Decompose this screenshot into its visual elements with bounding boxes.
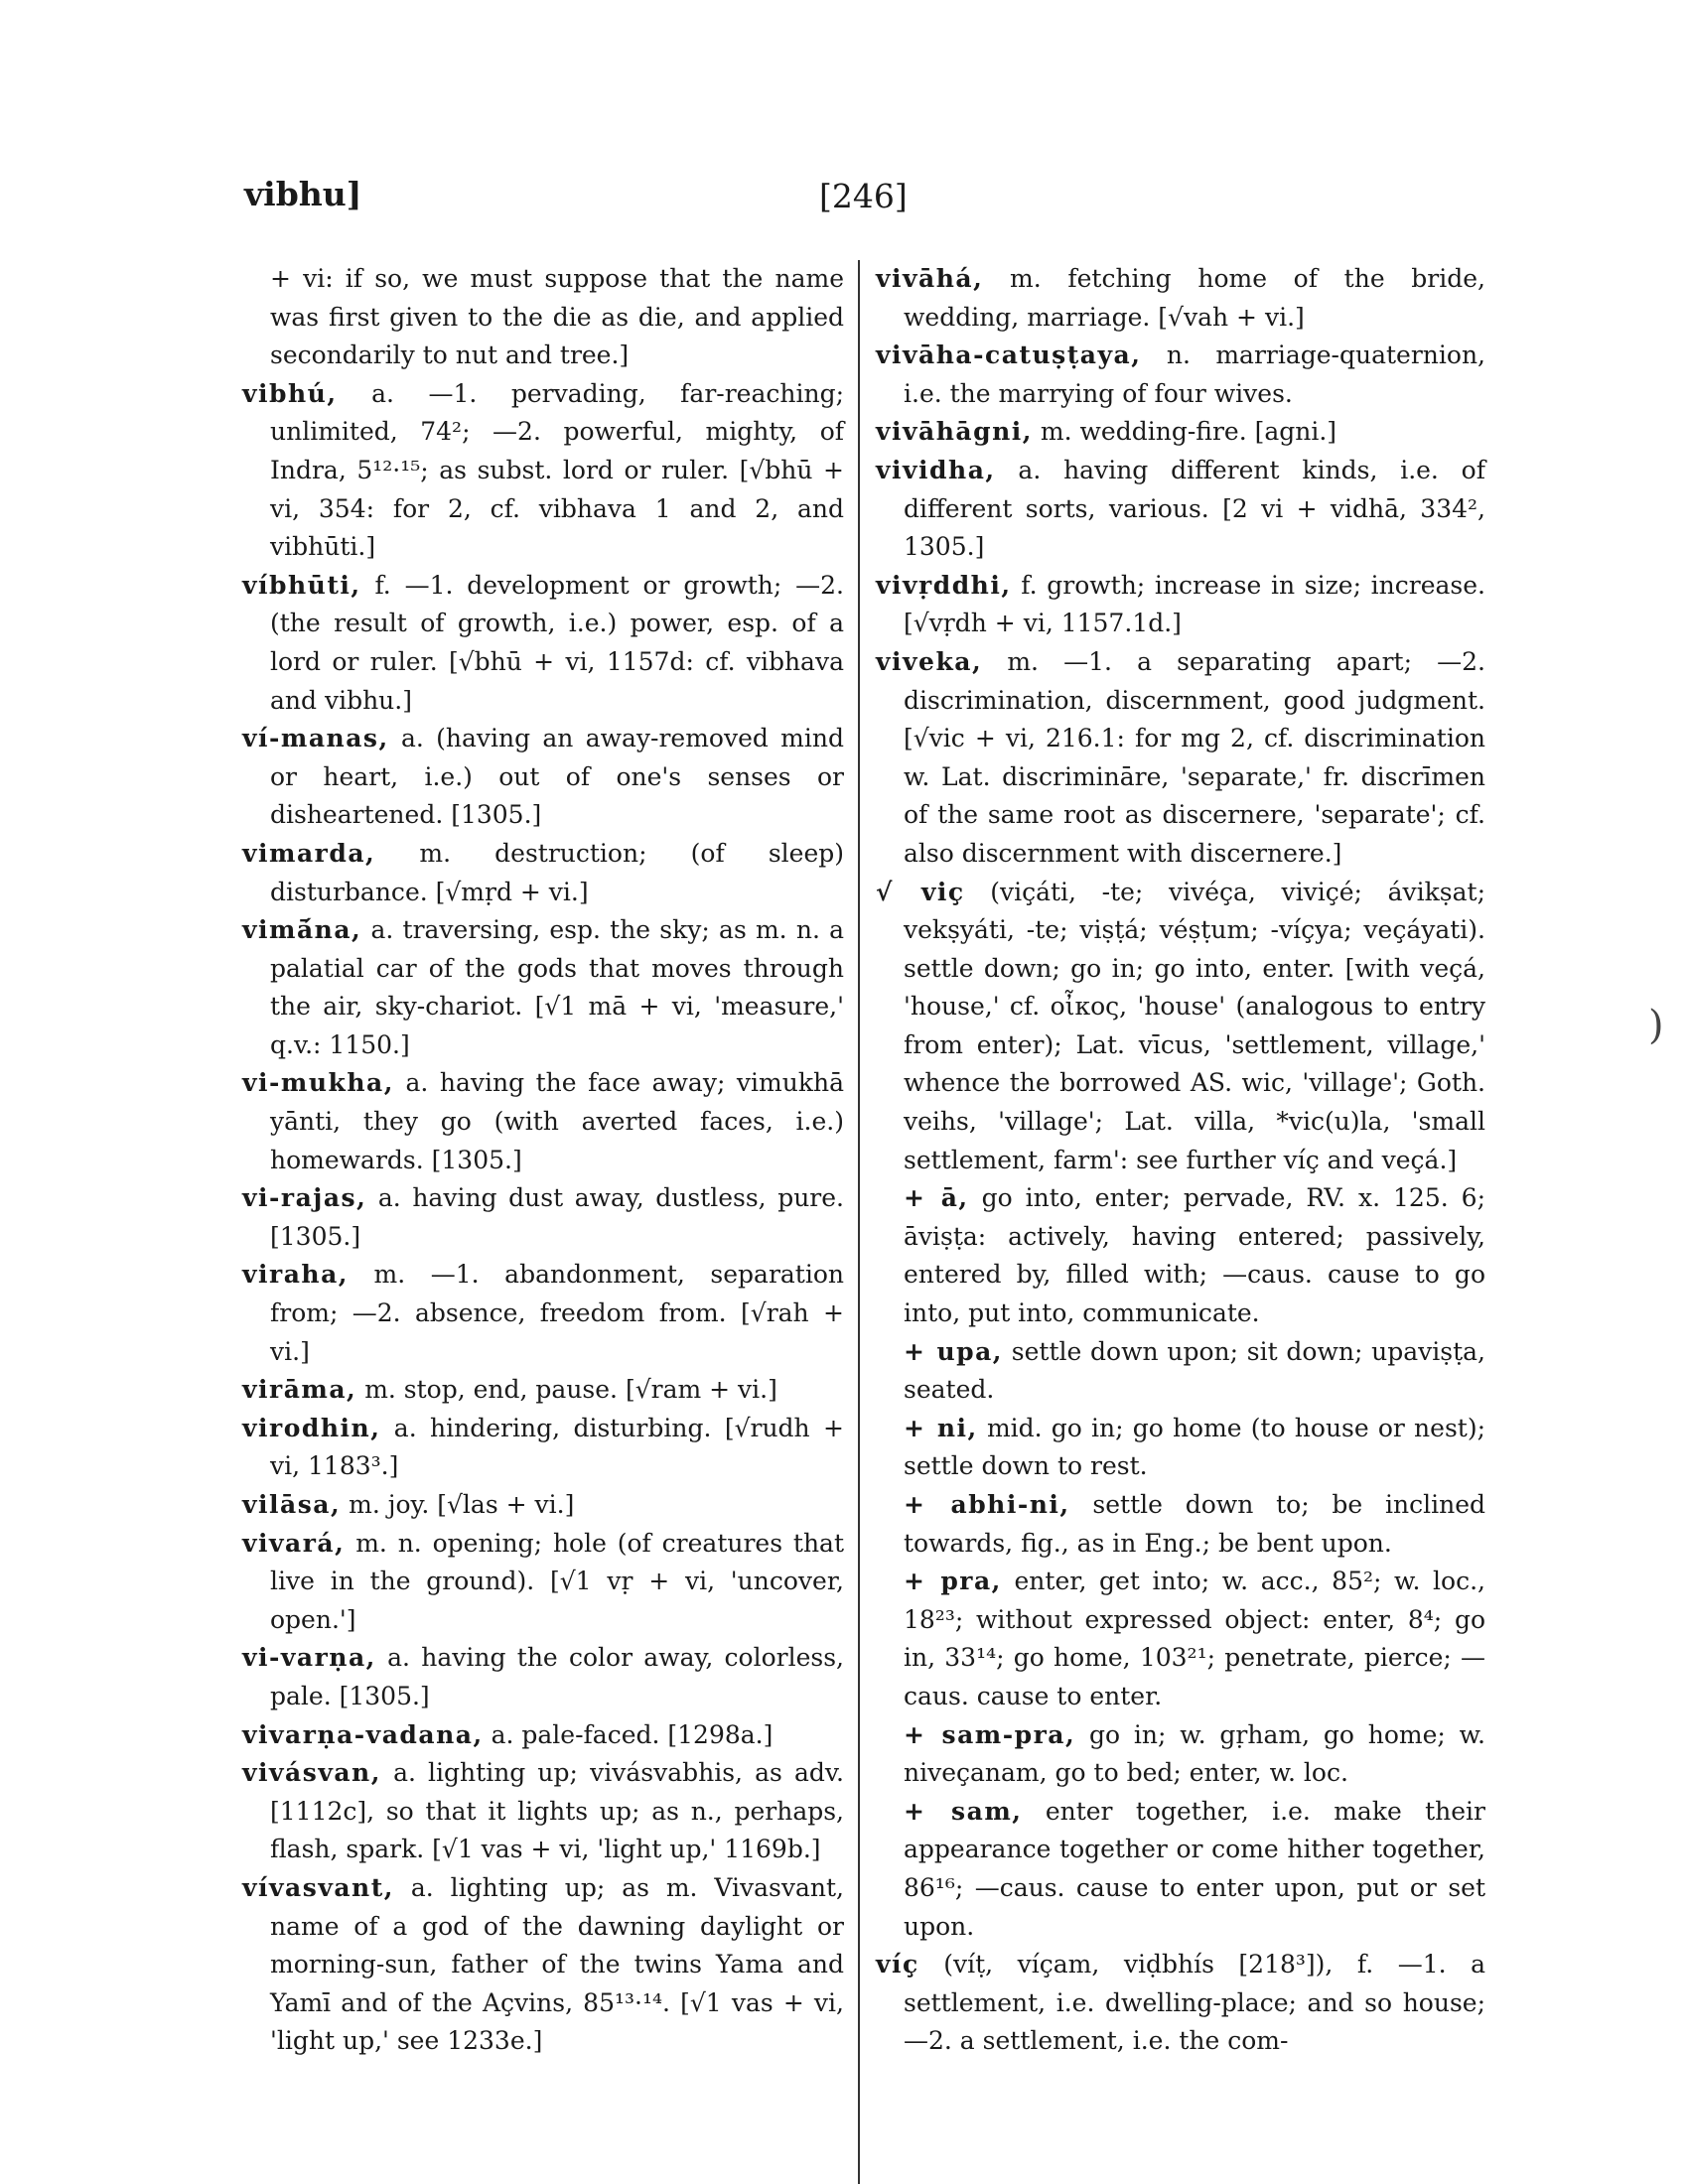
dictionary-entry [876,260,1485,337]
dictionary-entry [876,643,1485,874]
dictionary-entry [242,1869,844,2061]
entry-definition: go into, enter; pervade, RV. x. 125. 6; āviṣṭa: actively, having entered; passively, entered by, filled with; —caus. cause to go into, put into, communicate. [904,1183,1485,1328]
entry-headword: + ni, [904,1413,978,1442]
entry-definition: a. lighting up; vivásvabhis, as adv. [1112c], so that it lights up; as n., perhaps, flash, spark. [√1 vas + vi, 'light up,' 1169b.] [270,1758,844,1864]
dictionary-entry [876,337,1485,413]
entry-headword: virāma, [242,1375,357,1405]
entry-headword: viraha, [242,1260,349,1290]
dictionary-entry [876,1333,1485,1410]
dictionary-entry [242,1639,844,1715]
entry-definition: f. growth; increase in size; increase. [√vṛdh + vi, 1157.1d.] [904,570,1485,638]
entry-headword: vivāhá, [876,264,984,293]
entry-headword: vi-rajas, [242,1183,367,1213]
entry-headword: vimā́na, [242,915,362,945]
entry-definition: a. —1. pervading, far-reaching; unlimited, 74²; —2. powerful, mighty, of Indra, 5¹²·¹⁵; as subst. lord or ruler. [√bhū + vi, 354: for 2, cf. vibhava 1 and 2, and vibhūti.] [270,378,844,562]
entry-headword: virodhin, [242,1413,381,1442]
entry-definition: a. (having an away-removed mind or heart, i.e.) out of one's senses or disheartened. [1305.] [270,724,844,830]
dictionary-entry [876,1410,1485,1486]
entry-headword: vivará, [242,1528,346,1558]
dictionary-entry [876,1179,1485,1332]
dictionary-entry [242,1716,844,1755]
dictionary-entry [242,1486,844,1525]
dictionary-entry [242,1371,844,1410]
entry-definition: a. having dust away, dustless, pure. [1305.] [270,1183,844,1251]
entry-headword: vivásvan, [242,1758,381,1788]
entry-definition: settle down upon; sit down; upaviṣṭa, seated. [904,1336,1485,1405]
entry-headword: vibhú, [242,378,338,408]
entry-definition: m. fetching home of the bride, wedding, marriage. [√vah + vi.] [904,264,1485,332]
entry-definition: (víṭ, víçam, viḍbhís [218³]), f. —1. a settlement, i.e. dwelling-place; and so house; —2. a settlement, i.e. the com- [904,1950,1485,2056]
left-column [242,260,844,2061]
dictionary-entry [242,567,844,720]
dictionary-entry [876,567,1485,643]
entry-definition: a. hindering, disturbing. [√rudh + vi, 1183³.] [270,1413,844,1481]
dictionary-entry [876,1716,1485,1793]
entry-headword: ví-manas, [242,724,389,753]
entry-headword: + pra, [904,1567,1002,1596]
entry-definition: a. traversing, esp. the sky; as m. n. a palatial car of the gods that moves through the air, sky-chariot. [√1 mā + vi, 'measure,' q.v.: 1150.] [270,915,844,1059]
entry-definition: a. pale-faced. [1298a.] [483,1719,774,1749]
entry-definition: settle down to; be inclined towards, fig., as in Eng.; be bent upon. [904,1490,1485,1558]
entry-headword: vivāha-catuṣṭaya, [876,341,1142,370]
entry-definition: a. lighting up; as m. Vivasvant, name of a god of the dawning daylight or morning-sun, father of the twins Yama and Yamī and of the Açvins, 85¹³·¹⁴. [√1 vas + vi, 'light up,' see 1233e.] [270,1872,844,2056]
entry-definition: m. n. opening; hole (of creatures that live in the ground). [√1 vṛ + vi, 'uncover, open.'] [270,1528,844,1634]
dictionary-entry [242,1179,844,1256]
entry-definition: m. joy. [√las + vi.] [341,1490,575,1519]
dictionary-entry [876,413,1485,452]
entry-headword: víbhūti, [242,570,361,600]
entry-definition: m. —1. abandonment, separation from; —2. absence, freedom from. [√rah + vi.] [270,1260,844,1366]
entry-headword: vividha, [876,455,996,484]
dictionary-entry [242,1064,844,1179]
dictionary-entry [876,1946,1485,2061]
entry-headword: vivṛddhi, [876,570,1012,600]
column-divider [858,260,860,2184]
entry-definition: m. wedding-fire. [agni.] [1032,417,1337,447]
entry-definition: a. having the color away, colorless, pale. [1305.] [270,1643,844,1710]
dictionary-entry [876,1793,1485,1946]
dictionary-entry [242,835,844,911]
dictionary-entry [242,720,844,835]
dictionary-entry [242,260,844,375]
entry-headword: + ā, [904,1183,969,1213]
entry-headword: vimarda, [242,838,376,868]
entry-headword: + sam, [904,1796,1023,1826]
dictionary-entry [876,1563,1485,1715]
entry-definition: a. having different kinds, i.e. of different sorts, various. [2 vi + vidhā, 334², 1305.] [904,455,1485,562]
entry-definition: enter together, i.e. make their appearance together or come hither together, 86¹⁶; —caus. cause to enter upon, put or set upon. [904,1796,1485,1941]
dictionary-entry [242,1754,844,1869]
running-head-word: vibhu] [244,175,362,213]
margin-bracket-mark: ) [1648,1003,1664,1048]
entry-headword: viveka, [876,646,983,676]
dictionary-entry [876,452,1485,567]
entry-definition: + vi: if so, we must suppose that the name was first given to the die as die, and applied secondarily to nut and tree.] [270,264,844,370]
dictionary-entry [876,1486,1485,1563]
entry-headword: √ viç [876,877,965,906]
entry-headword: víç [876,1950,919,1979]
entry-definition: m. destruction; (of sleep) disturbance. [√mṛd + vi.] [270,838,844,906]
entry-definition: (viçáti, -te; vivéça, viviçé; ávikṣat; vekṣyáti, -te; viṣṭá; véṣṭum; -víçya; veçáyati). settle down; go in; go into, enter. [with veçá, 'house,' cf. οἶκος, 'house' (analogous to entry from enter); Lat. vīcus, 'settlement, village,' whence the borrowed AS. wic, 'village'; Goth. veihs, 'village'; Lat. villa, *vic(u)la, 'small settlement, farm': see further víç and veçá.] [904,877,1485,1174]
entry-definition: a. having the face away; vimukhā yānti, they go (with averted faces, i.e.) homewards. [1305.] [270,1068,844,1174]
dictionary-entry [242,375,844,567]
entry-definition: enter, get into; w. acc., 85²; w. loc., 18²³; without expressed object: enter, 8⁴; go in, 33¹⁴; go home, 103²¹; penetrate, pierce; —caus. cause to enter. [904,1567,1485,1710]
entry-headword: vivarṇa-vadana, [242,1719,484,1749]
entry-definition: f. —1. development or growth; —2. (the result of growth, i.e.) power, esp. of a lord or ruler. [√bhū + vi, 1157d: cf. vibhava and vibhu.] [270,570,844,715]
entry-definition: mid. go in; go home (to house or nest); settle down to rest. [904,1413,1485,1481]
entry-definition: n. marriage-quaternion, i.e. the marrying of four wives. [904,341,1485,408]
entry-definition: m. —1. a separating apart; —2. discrimination, discernment, good judgment. [√vic + vi, 216.1: for mg 2, cf. discrimination w. Lat. discrimināre, 'separate,' fr. discrīmen of the same root as discernere, 'separate'; cf. also discernment with discernere.] [904,646,1485,868]
entry-definition: go in; w. gṛham, go home; w. niveçanam, go to bed; enter, w. loc. [904,1719,1485,1788]
dictionary-entry [242,1525,844,1640]
dictionary-entry [242,911,844,1064]
entry-headword: vívasvant, [242,1872,394,1902]
entry-headword: vi-varṇa, [242,1643,376,1673]
entry-headword: vivāhāgni, [876,417,1033,447]
entry-definition: m. stop, end, pause. [√ram + vi.] [356,1375,777,1405]
entry-headword: + sam-pra, [904,1719,1076,1749]
dictionary-entry [242,1256,844,1371]
entry-headword: + upa, [904,1336,1004,1366]
dictionary-entry [876,874,1485,1180]
entry-headword: vilāsa, [242,1490,342,1519]
right-column [876,260,1485,2061]
entry-headword: + abhi-ni, [904,1490,1070,1519]
dictionary-entry [242,1410,844,1486]
page-number: [246] [819,177,908,215]
entry-headword: vi-mukha, [242,1068,394,1098]
